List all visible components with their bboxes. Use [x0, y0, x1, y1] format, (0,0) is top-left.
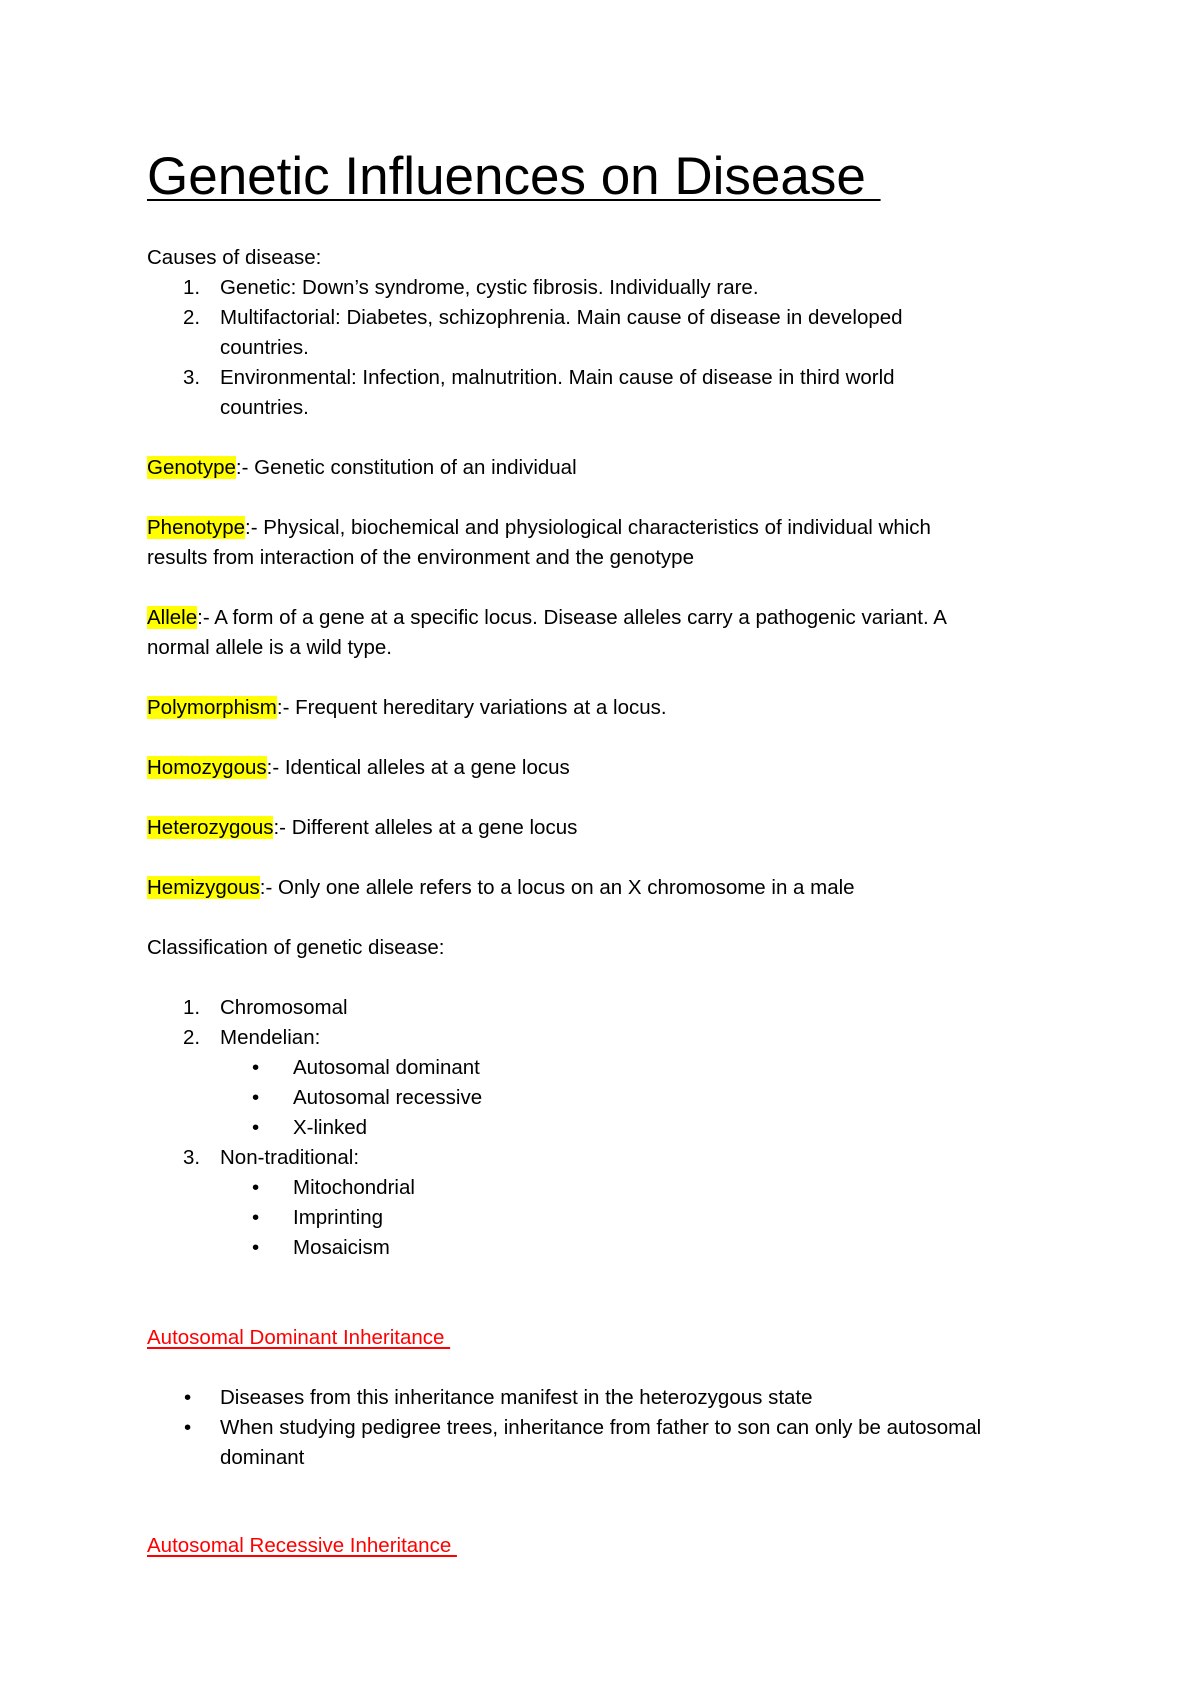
definition-heterozygous [147, 813, 577, 843]
causes-item-3-number: 3. [183, 366, 201, 389]
mendelian-sub-2: Autosomal recessive [293, 1086, 483, 1109]
term-separator: :- [235, 456, 255, 479]
bullet-icon: • [252, 1056, 260, 1079]
classification-item-2-label: Mendelian: [220, 1026, 321, 1049]
term-phenotype: Phenotype [147, 516, 246, 539]
definition-homozygous [147, 753, 570, 783]
definition-allele [147, 603, 947, 633]
term-separator: :- [197, 606, 215, 629]
causes-item-3-text-line-2: countries. [220, 396, 309, 419]
classification-item-1-label: Chromosomal [220, 996, 348, 1019]
dominant-bullet-2-line-2: dominant [220, 1446, 305, 1469]
bullet-icon: • [252, 1236, 260, 1259]
nontraditional-sub-3: Mosaicism [293, 1236, 390, 1259]
section-heading-autosomal-recessive: Autosomal Recessive Inheritance [147, 1534, 457, 1557]
causes-item-2-text-line-2: countries. [220, 336, 309, 359]
dominant-bullet-1: Diseases from this inheritance manifest in the heterozygous state [220, 1386, 813, 1409]
bullet-icon: • [252, 1176, 260, 1199]
term-hemizygous: Hemizygous [147, 876, 260, 899]
term-separator: :- [259, 876, 279, 899]
definition-polymorphism [147, 693, 667, 723]
nontraditional-sub-1: Mitochondrial [293, 1176, 415, 1199]
classification-item-2-number: 2. [183, 1026, 201, 1049]
dominant-bullet-2-line-1: When studying pedigree trees, inheritance from father to son can only be autosomal [220, 1416, 982, 1439]
mendelian-sub-3: X-linked [293, 1116, 368, 1139]
definition-text: Genetic constitution of an individual [254, 456, 577, 479]
nontraditional-sub-2: Imprinting [293, 1206, 384, 1229]
section-heading-autosomal-dominant: Autosomal Dominant Inheritance [147, 1326, 451, 1349]
classification-item-1-number: 1. [183, 996, 201, 1019]
term-separator: :- [245, 516, 264, 539]
definition-phenotype-line-2: results from interaction of the environment and the genotype [147, 546, 694, 569]
term-separator: :- [273, 816, 292, 839]
definition-hemizygous [147, 873, 855, 903]
mendelian-sub-1: Autosomal dominant [293, 1056, 480, 1079]
causes-item-1-number: 1. [183, 276, 201, 299]
definition-text: Physical, biochemical and physiological characteristics of individual which [263, 516, 931, 539]
causes-item-3-text-line-1: Environmental: Infection, malnutrition. Main cause of disease in third world [220, 366, 895, 389]
term-polymorphism: Polymorphism [147, 696, 277, 719]
definition-text: Frequent hereditary variations at a locus. [295, 696, 667, 719]
term-separator: :- [266, 756, 285, 779]
term-separator: :- [276, 696, 296, 719]
classification-item-3-label: Non-traditional: [220, 1146, 360, 1169]
term-homozygous: Homozygous [147, 756, 267, 779]
bullet-icon: • [252, 1206, 260, 1229]
definition-allele-line-2: normal allele is a wild type. [147, 636, 392, 659]
term-allele: Allele [147, 606, 198, 629]
definition-text: Different alleles at a gene locus [291, 816, 578, 839]
definition-genotype [147, 453, 577, 483]
page-title: Genetic Influences on Disease [147, 147, 881, 206]
causes-item-2-number: 2. [183, 306, 201, 329]
classification-item-3-number: 3. [183, 1146, 201, 1169]
term-genotype: Genotype [147, 456, 236, 479]
definition-text: Identical alleles at a gene locus [284, 756, 570, 779]
bullet-icon: • [252, 1116, 260, 1139]
definition-text: A form of a gene at a specific locus. Disease alleles carry a pathogenic variant. A [214, 606, 947, 629]
causes-item-1-text: Genetic: Down’s syndrome, cystic fibrosis. Individually rare. [220, 276, 759, 299]
causes-item-2-text-line-1: Multifactorial: Diabetes, schizophrenia. Main cause of disease in developed [220, 306, 903, 329]
definition-text: Only one allele refers to a locus on an X chromosome in a male [278, 876, 855, 899]
bullet-icon: • [252, 1086, 260, 1109]
causes-heading: Causes of disease: [147, 246, 322, 269]
bullet-icon: • [184, 1416, 192, 1439]
classification-heading: Classification of genetic disease: [147, 936, 445, 959]
bullet-icon: • [184, 1386, 192, 1409]
definition-phenotype [147, 513, 931, 543]
term-heterozygous: Heterozygous [147, 816, 274, 839]
